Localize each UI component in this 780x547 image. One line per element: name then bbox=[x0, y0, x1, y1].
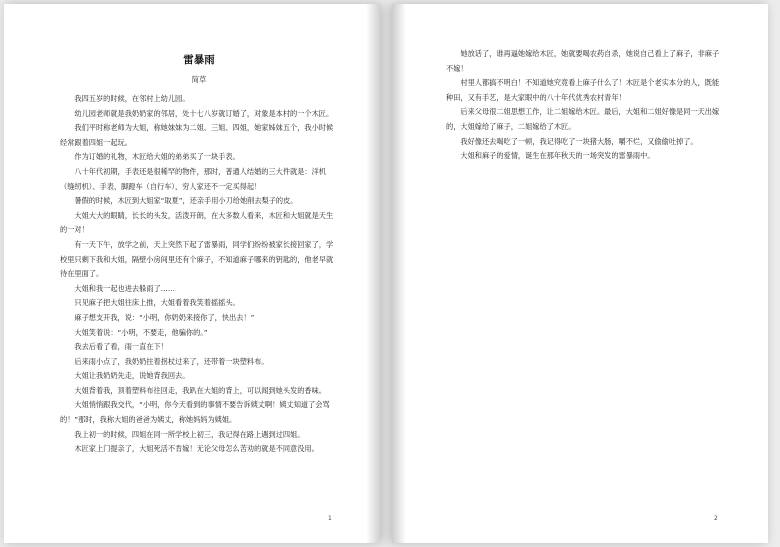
paragraph: 大姐悄悄跟我交代，“小明，你今天看到的事情不要告诉姨丈啊！姨丈知道了会骂的！”那时，我称大姐的爸爸为姨丈，称她妈妈为姨姐。 bbox=[60, 400, 330, 425]
paragraph: 大姐背着我，顶着塑料布往回走，我趴在大姐的背上，可以闻到她头发的香味。 bbox=[74, 385, 326, 395]
paragraph: 大姐和我一起也进去躲雨了…… bbox=[74, 283, 176, 293]
story-author: 简草 bbox=[191, 75, 207, 84]
paragraph: 幼儿园老师就是我奶奶家的邻居，处十七八岁就订婚了，对象是本村的一个木匠。 bbox=[74, 108, 334, 118]
paragraph: 大姐笑着说：“小明，不要走，他骗你的。” bbox=[74, 327, 208, 337]
right-page-body bbox=[446, 47, 724, 164]
paragraph: 作为订婚的礼物，木匠给大姐的弟弟买了一块手表。 bbox=[74, 152, 240, 162]
page-number: 1 bbox=[328, 515, 332, 522]
paragraph: 后来父母很二姐思想工作，让二姐嫁给木匠。最后，大姐和二姐好像是同一天出嫁的，大姐嫁给了麻子，二姐嫁给了木匠。 bbox=[446, 107, 720, 131]
paragraph: 她放话了，谁再逼她嫁给木匠，她就要喝农药自杀，她说自己看上了麻子，非麻子不嫁！ bbox=[446, 49, 720, 73]
right-page bbox=[392, 4, 768, 543]
paragraph: 我们平时称老师为大姐，称她妹妹为二姐、三姐、四姐，她家姊妹五个，我小时候经常跟着四姐一起玩。 bbox=[60, 123, 334, 147]
paragraph: 八十年代初期，手表还是很稀罕的物件，那时，普通人结婚的三大件就是：洋机（缝纫机）、手表、脚蹬车（自行车），穷人家还不一定买得起！ bbox=[60, 166, 326, 191]
paragraph: 麻子想支开我，说：“小明，你奶奶来接你了，快出去！” bbox=[74, 312, 255, 322]
paragraph: 只见麻子把大姐往床上推，大姐看着我笑着摇摇头。 bbox=[74, 298, 240, 308]
paragraph: 我上初一的时候，四姐在同一所学校上初三，我记得在路上遇到过四姐。 bbox=[74, 429, 305, 439]
paragraph: 后来雨小点了，我奶奶拄着拐杖过来了，还带着一块塑料布。 bbox=[74, 356, 269, 366]
paragraph: 我去后看了看，雨一直在下！ bbox=[74, 342, 168, 352]
left-page bbox=[4, 4, 380, 543]
page-gutter-shadow bbox=[366, 4, 380, 543]
paragraph: 有一天下午，放学之前，天上突然下起了雷暴雨，同学们纷纷被家长接回家了，学校里只剩下我和大姐，隔壁小房间里还有个麻子，不知道麻子哪来的钥匙的，他老早就待在里面了。 bbox=[60, 239, 334, 279]
paragraph: 大姐大大的眼睛，长长的头发，活泼开朗，在大多数人看来，木匠和大姐就是天生的一对！ bbox=[60, 210, 334, 235]
paragraph: 我四五岁的时候，在邻村上幼儿园。 bbox=[74, 94, 190, 103]
paragraph: 大姐让我奶奶先走，说她背我回去。 bbox=[74, 371, 190, 381]
story-title: 雷暴雨 bbox=[183, 54, 215, 66]
paragraph: 木匠家上门提亲了，大姐死活不肯嫁！无论父母怎么苦劝的就是不同意没用。 bbox=[74, 444, 319, 454]
paragraph: 暑假的时候，木匠到大姐家“取夏”，还亲手用小刀给她削去梨子的皮。 bbox=[74, 196, 298, 206]
paragraph: 大姐和麻子的爱情，诞生在那年秋天的一场突发的雷暴雨中。 bbox=[460, 151, 655, 161]
paragraph: 我好像还去喝吃了一顿，我记得吃了一块猪大肠，嚼不烂，又偷偷吐掉了。 bbox=[460, 136, 698, 146]
page-gutter-shadow bbox=[392, 4, 406, 543]
left-page-body bbox=[60, 92, 338, 457]
page-number: 2 bbox=[714, 515, 718, 522]
paragraph: 村里人都搞不明白！不知道她究竟看上麻子什么了！木匠是个老实本分的人，既能种田，又有手艺，是大家眼中的八十年代优秀农村青年！ bbox=[446, 78, 720, 102]
